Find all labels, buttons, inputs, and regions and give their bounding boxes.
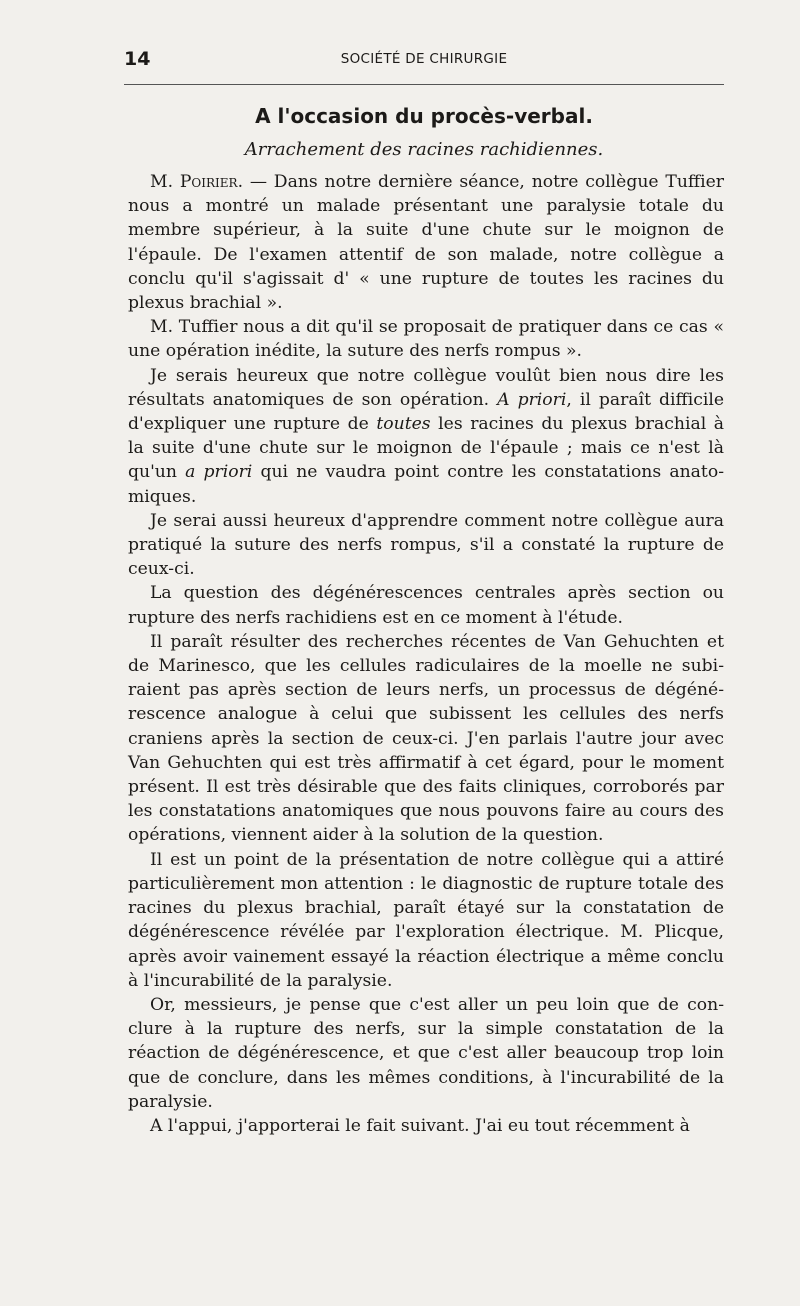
paragraph-7: Il est un point de la présentation de notre collègue qui a attiré particulièrement mon attention : le diagnostic de rupture totale des racines du plexus brachial, paraît étayé sur la constatation de dégénérescence révélée par l'exploration électrique. M. Plicque, après avoir vainement essayé la réaction électrique a même conclu à l'incurabilité de la paralysie. [128, 849, 724, 991]
paragraph-3-emphasis-toutes: toutes [376, 414, 431, 435]
page-number: 14 [124, 48, 151, 70]
section-title: A l'occasion du procès-verbal. [255, 104, 593, 128]
paragraph-3-emphasis-b: a priori [185, 462, 253, 483]
paragraph-1-text: . — Dans notre dernière séance, notre collègue Tuffier nous a montré un malade présentant une paralysie totale du membre supérieur, à la suite d'une chute sur le moignon de l'épaule. De l'examen attentif de son malade, notre collègue a conclu qu'il s'agissait d' « une rupture de toutes les racines du plexus brachial ». [128, 172, 724, 314]
paragraph-6: Il paraît résulter des recherches récentes de Van Gehuchten et de Marinesco, que les cellules radiculaires de la moelle ne subiraient pas après section de leurs nerfs, un processus de dégénérescence analogue à celui que subissent les cellules des nerfs craniens après la section de ceux-ci. J'en parlais l'autre jour avec Van Gehuchten qui est très affirmatif à cet égard, pour le moment présent. Il est très désirable que des faits cliniques, corroborés par les constatations anatomiques que nous pouvons faire au cours des opérations, viennent aider à la solution de la question. [128, 631, 724, 846]
paragraph-3-text-c: , il paraît difficile d'expliquer une rupture de [128, 389, 724, 435]
paragraph-5: La question des dégénérescences centrales après section ou rupture des nerfs rachidiens est en ce moment à l'étude. [128, 583, 724, 628]
paragraph-3-text-a: Je serais heureux que notre collègue voulût bien nous dire les résultats anatomiques de son opération. [128, 365, 724, 410]
body-text [128, 170, 724, 1138]
paragraph-9: A l'appui, j'apporterai le fait suivant. J'ai eu tout récemment à [150, 1115, 690, 1136]
paragraph-8: Or, messieurs, je pense que c'est aller un peu loin que de conclure à la rupture des nerfs, sur la simple constatation de la réaction de dégénérescence, et que c'est aller beaucoup trop loin que de conclure, dans les mêmes conditions, à l'incurabilité de la paralysie. [128, 994, 724, 1112]
speaker-prefix: M. [150, 172, 180, 192]
paragraph-1 [128, 170, 724, 315]
paragraph-4: Je serai aussi heureux d'apprendre comment notre collègue aura pratiqué la suture des nerfs rompus, s'il a constaté la rupture de ceux-ci. [128, 510, 724, 580]
paragraph-3 [128, 364, 724, 509]
speaker-name: Poirier [179, 172, 238, 192]
header-rule [124, 84, 724, 85]
paragraph-3-text-g: qui ne vaudra point contre les constatations anatomiques. [128, 462, 724, 507]
paragraph-3-text-e: les racines du plexus brachial à la suite d'une chute sur le moignon de l'épaule ; mais ce n'est là qu'un [128, 414, 724, 483]
section-subtitle: Arrachement des racines rachidiennes. [244, 139, 604, 160]
paragraph-3-emphasis-a: A priori [497, 389, 567, 410]
paragraph-2: M. Tuffier nous a dit qu'il se proposait de pratiquer dans ce cas « une opération inédite, la suture des nerfs rompus ». [128, 317, 724, 362]
running-head: SOCIÉTÉ DE CHIRURGIE [340, 51, 508, 67]
page-header [124, 44, 724, 78]
